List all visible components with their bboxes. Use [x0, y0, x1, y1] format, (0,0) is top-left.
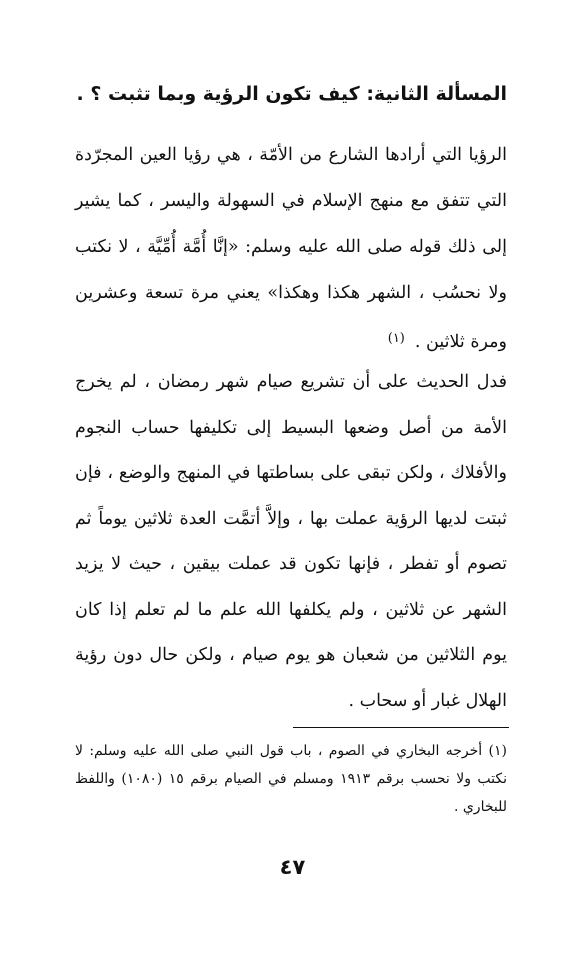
paragraph-1-text: الرؤيا التي أرادها الشارع من الأمّة ، هي رؤيا العين المجرّدة التي تتفق مع منهج الإسلام في السهولة واليسر ، كما يشير إلى ذلك قوله صلى الله عليه وسلم: «إنَّا أُمَّة أُمِّيَّة ، لا نكتب ولا نحسُب ، الشهر هكذا وهكذا» يعني مرة تسعة وعشرين ومرة ثلاثين . [75, 145, 507, 352]
footnote-text: (١) أخرجه البخاري في الصوم ، باب قول النبي صلى الله عليه وسلم: لا نكتب ولا نحسب برقم ١٩١٣ ومسلم في الصيام برقم ١٥ (١٠٨٠) واللفظ للبخاري . [75, 743, 507, 815]
paragraph-1 [75, 132, 507, 365]
page-number: ٤٧ [279, 855, 306, 879]
paragraph-2: فدل الحديث على أن تشريع صيام شهر رمضان ، لم يخرج الأمة من أصل وضعها البسيط إلى تكليفها حساب النجوم والأفلاك ، ولكن تبقى على بساطتها في المنهج والوضع ، فإن ثبتت لديها الرؤية عملت بها ، وإلاَّ أتمَّت العدة ثلاثين يوماً ثم تصوم أو تفطر ، فإنها تكون قد عملت بيقين ، حيث لا يزيد الشهر عن ثلاثين ، ولم يكلفها الله علم ما لم تعلم إذا كان يوم الثلاثين من شعبان هو يوم صيام ، ولكن حال دون رؤية الهلال غبار أو سحاب . [75, 372, 507, 711]
footnote-separator-line [293, 727, 509, 728]
footnote-reference: (١) [387, 331, 405, 346]
section-heading: المسألة الثانية: كيف تكون الرؤية وبما تثبت ؟ . [76, 83, 507, 105]
